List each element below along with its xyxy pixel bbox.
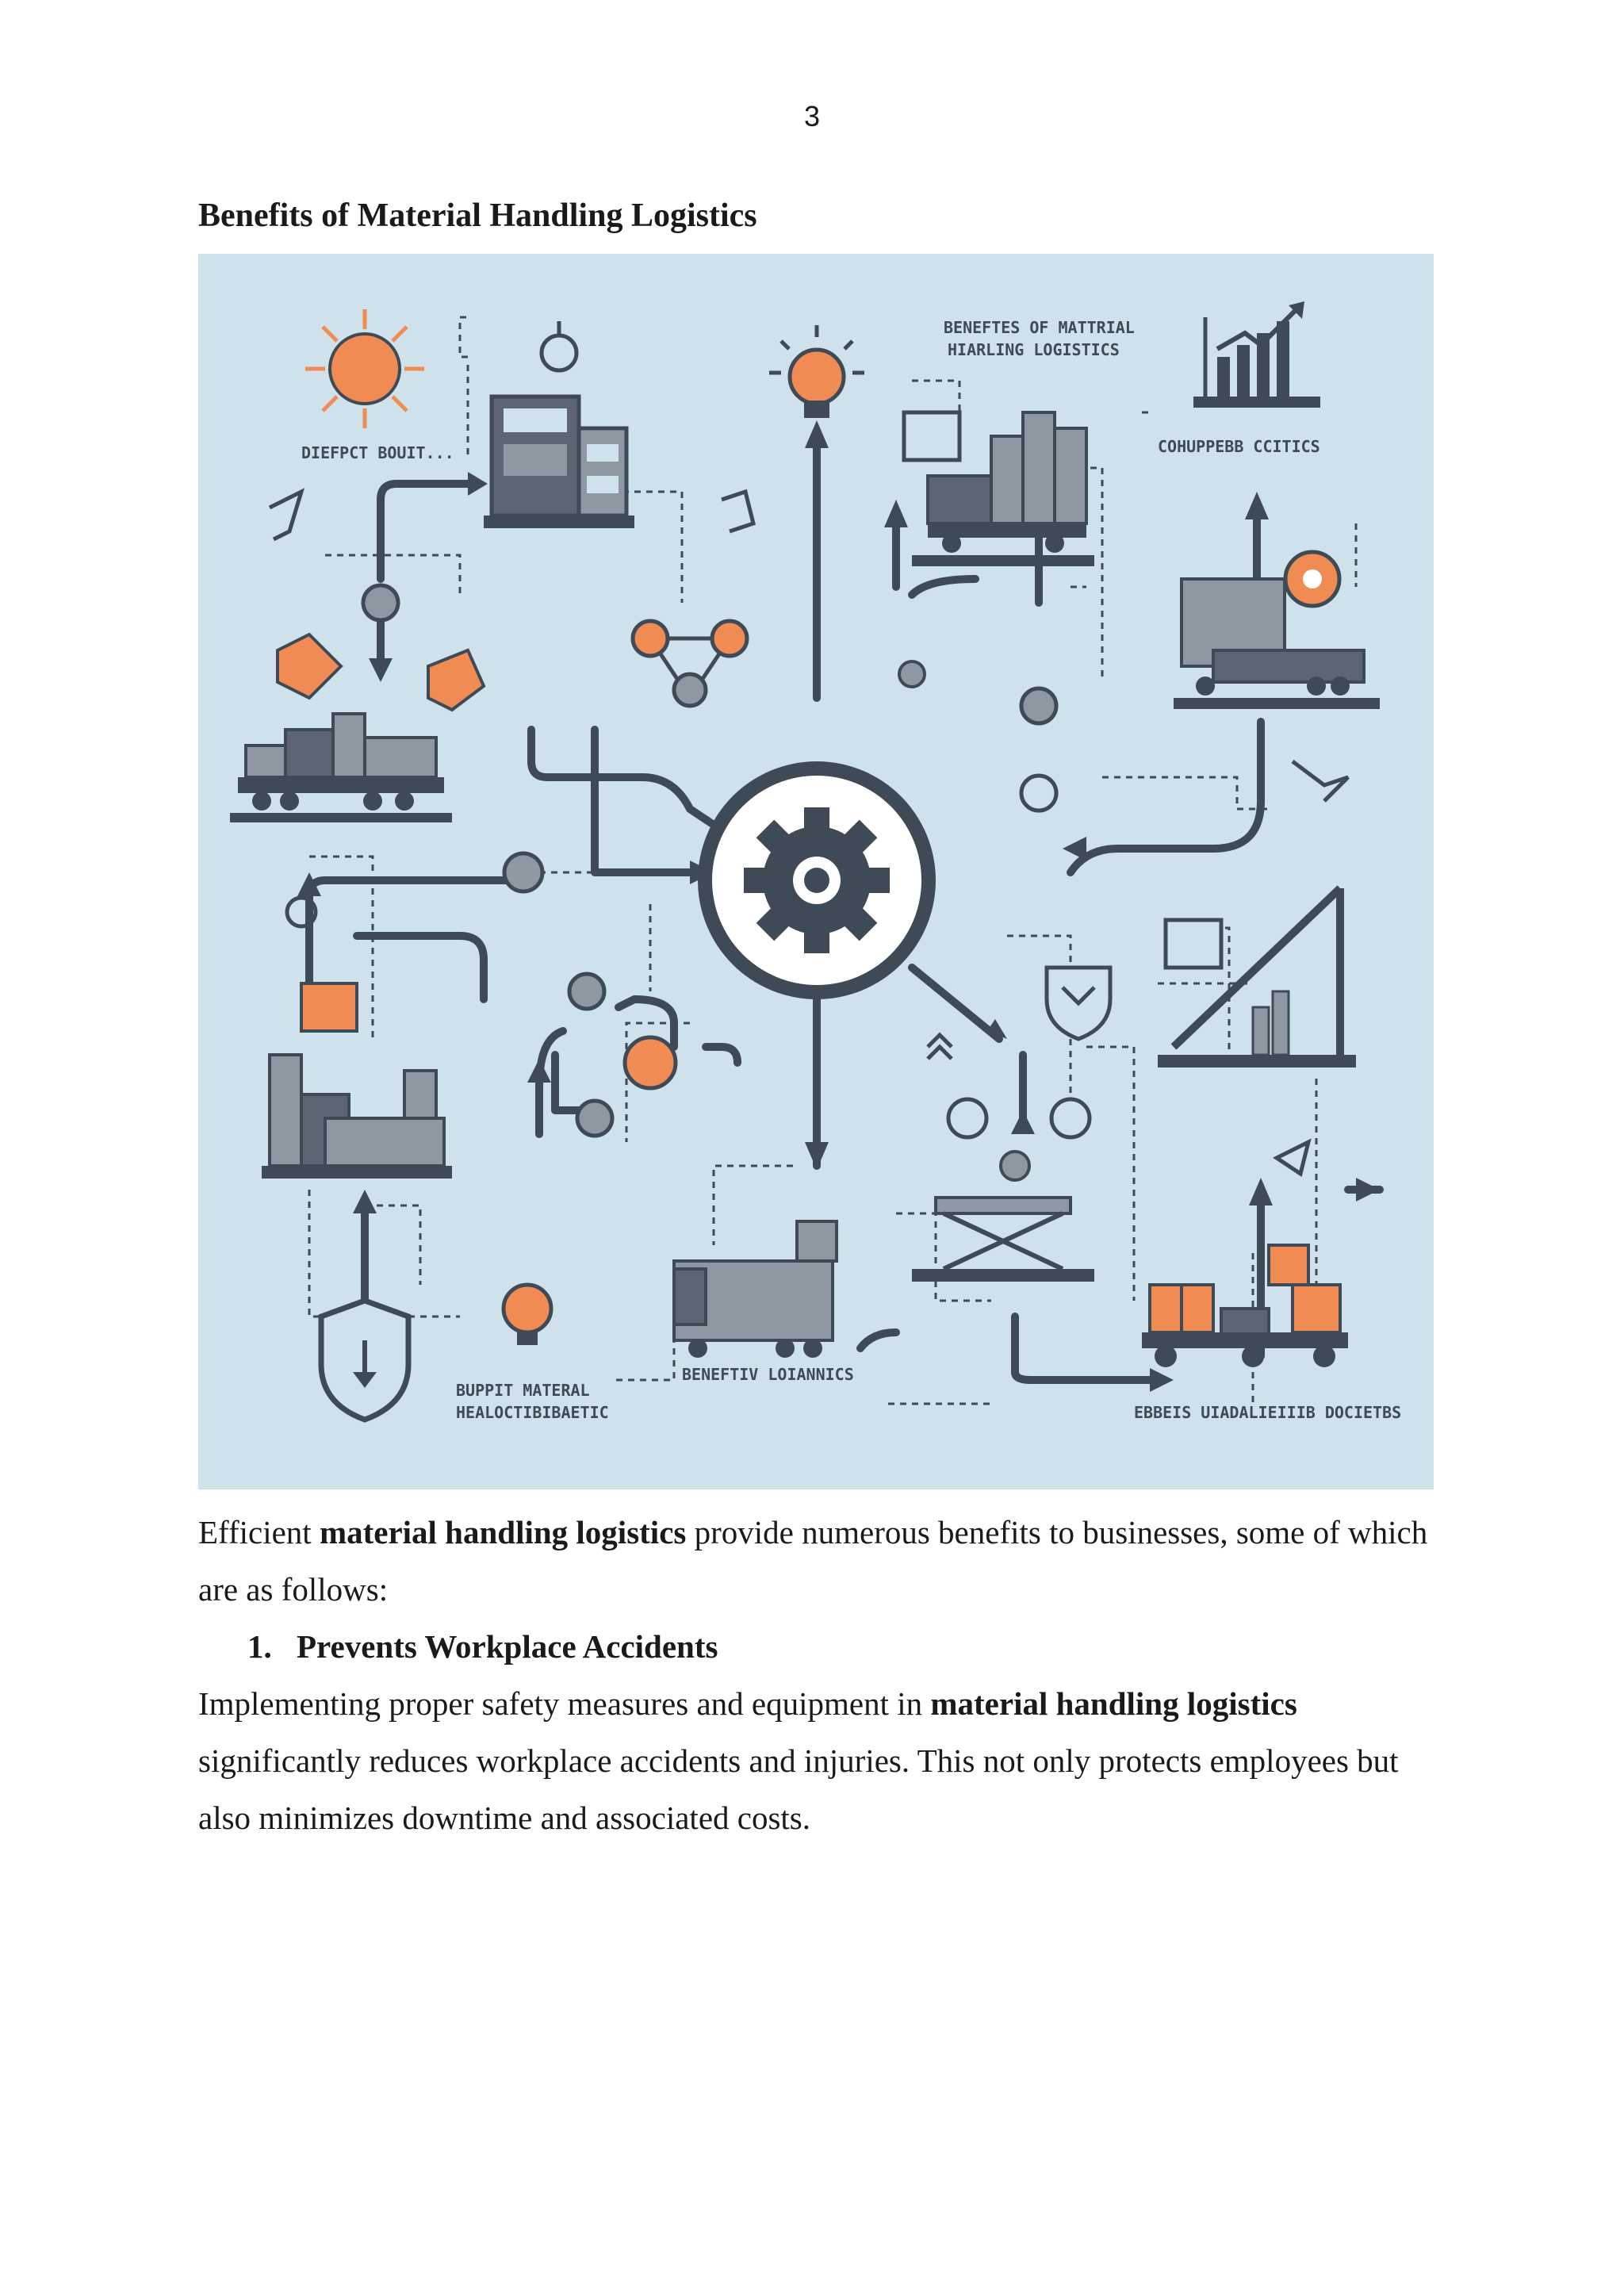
safety-paragraph xyxy=(198,1675,1435,1846)
list-item-number: 1. xyxy=(247,1628,272,1665)
list-item xyxy=(247,1618,718,1675)
safety-text-pre: Implementing proper safety measures and equipment in xyxy=(198,1685,931,1722)
sun-icon xyxy=(305,309,424,428)
idea-bulb-icon xyxy=(504,1285,551,1345)
safety-text-bold: material handling logistics xyxy=(930,1685,1297,1722)
intro-text-pre: Efficient xyxy=(198,1514,320,1550)
infographic-svg xyxy=(198,254,1434,1489)
intro-paragraph xyxy=(198,1504,1435,1618)
label-bottom-right: EBBEIS UIADALIEIIIB DOCIETBS xyxy=(1134,1403,1402,1422)
label-bottom-left-line2: HEALOCTIBIBAETIC xyxy=(456,1403,609,1422)
shield-icon xyxy=(321,1301,408,1420)
delivery-truck-icon xyxy=(1174,579,1380,709)
refresh-icon xyxy=(625,1037,676,1088)
list-item-title: Prevents Workplace Accidents xyxy=(297,1628,718,1665)
box-truck-icon xyxy=(674,1221,837,1358)
safety-text-post: significantly reduces workplace accidents and injuries. This not only protects employees but also minimizes downtime and associated costs. xyxy=(198,1742,1399,1836)
cargo-train-icon xyxy=(230,714,452,822)
label-top-left: DIEFPCT BOUIT... xyxy=(301,443,454,462)
central-gear-icon xyxy=(698,761,936,999)
label-top-center-line1: BENEFTES OF MATTRIAL xyxy=(944,318,1135,337)
location-pin-icon xyxy=(542,321,576,370)
forklift-boxes-icon xyxy=(1142,1245,1348,1367)
network-nodes-icon xyxy=(633,621,747,706)
lift-platform-icon xyxy=(912,1099,1094,1282)
growth-chart-icon xyxy=(1193,301,1320,408)
lightbulb-icon xyxy=(769,325,864,418)
control-building-icon xyxy=(484,397,634,528)
intro-text-post: provide numerous benefits to businesses, some of which are as follows: xyxy=(198,1514,1428,1608)
label-top-right: COHUPPEBB CCITICS xyxy=(1158,437,1320,456)
page-number: 3 xyxy=(803,100,821,132)
checkmark-badge-icon xyxy=(1047,968,1110,1039)
section-heading: Benefits of Material Handling Logistics xyxy=(198,197,757,234)
label-top-center-line2: HIARLING LOGISTICS xyxy=(948,340,1120,359)
infographic-figure xyxy=(198,254,1434,1489)
label-bottom-center: BENEFTIV LOIANNICS xyxy=(682,1365,854,1384)
intro-text-bold: material handling logistics xyxy=(319,1514,687,1550)
settings-badge-icon xyxy=(1285,552,1339,606)
label-bottom-left-line1: BUPPIT MATERAL xyxy=(456,1381,590,1400)
warehouse-icon xyxy=(262,983,452,1179)
crane-icon xyxy=(1158,888,1356,1068)
